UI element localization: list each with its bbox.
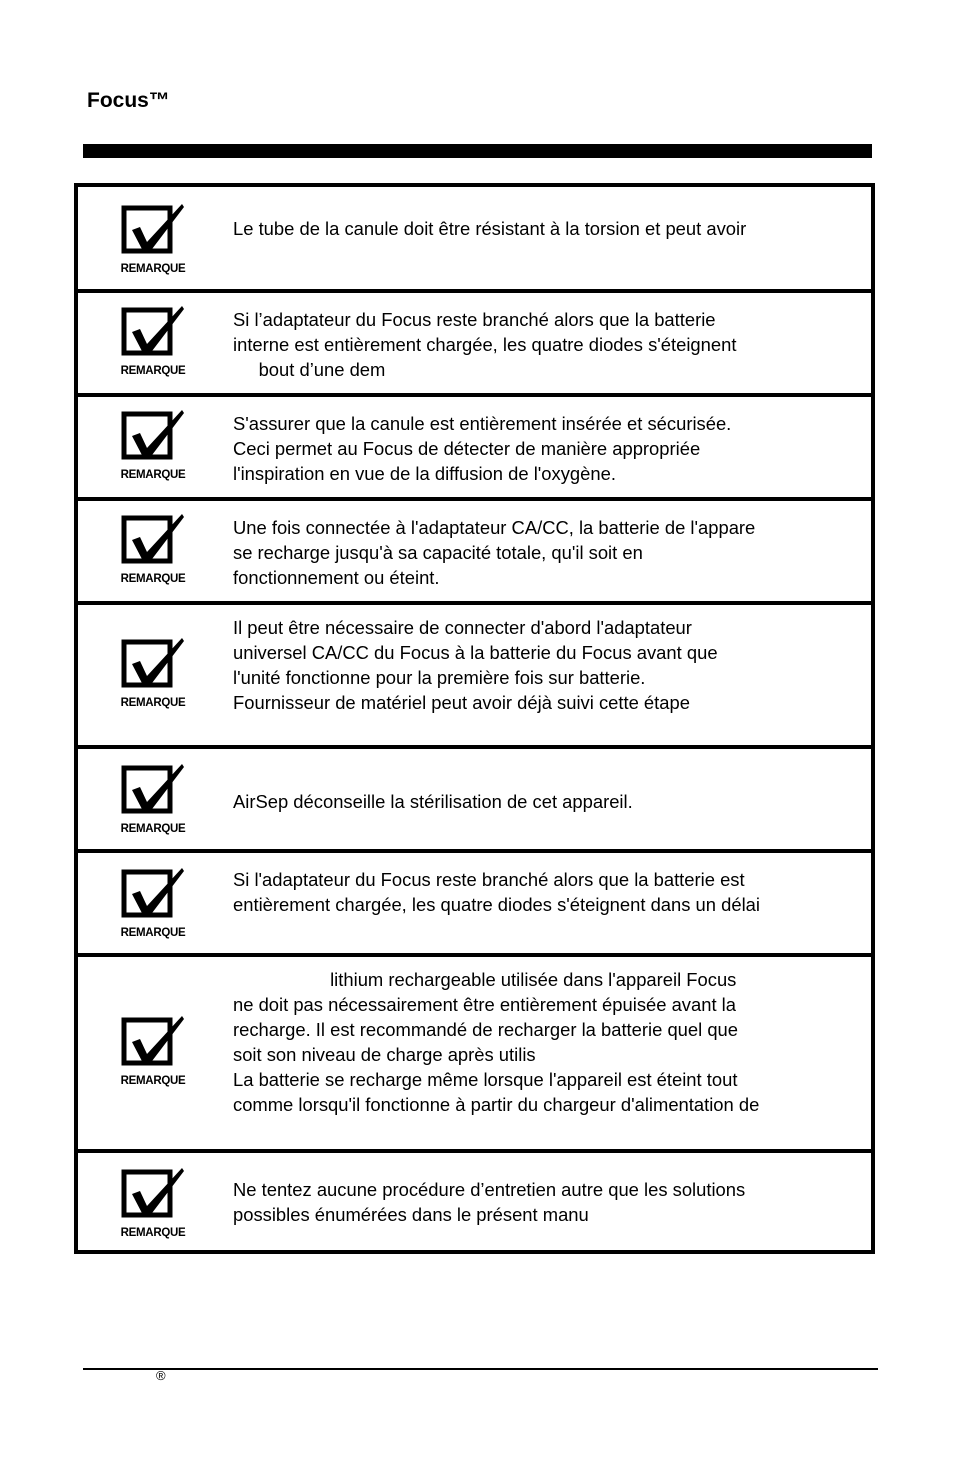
note-text: Il peut être nécessaire de connecter d'abord l'adaptateur universel CA/CC du Focus à la batterie du Focus avant que l'unité fonctionne pour la première fois sur batterie. Fournisseur de matériel peut avoir déjà suivi cette étape xyxy=(233,617,718,713)
note-text: Le tube de la canule doit être résistant à la torsion et peut avoir xyxy=(233,218,747,239)
note-icon xyxy=(116,511,190,587)
note-label: REMARQUE xyxy=(120,263,186,275)
note-text: S'assurer que la canule est entièrement insérée et sécurisée. Ceci permet au Focus de détecter de manière appropriée l'inspiration en vue de la diffusion de l'oxygène. xyxy=(233,413,732,484)
note-text: Ne tentez aucune procédure d’entretien autre que les solutions possibles énumérées dans le présent manu xyxy=(233,1179,746,1225)
registered-mark: ® xyxy=(156,1368,166,1383)
note-label: REMARQUE xyxy=(120,823,186,835)
note-row xyxy=(78,953,871,1149)
header-rule xyxy=(83,144,872,158)
note-text: Une fois connectée à l'adaptateur CA/CC, la batterie de l'appare se recharge jusqu'à sa capacité totale, qu'il soit en fonctionnement ou éteint. xyxy=(233,517,756,588)
checkmark-icon xyxy=(116,761,190,825)
note-label: REMARQUE xyxy=(120,573,186,585)
note-icon xyxy=(116,1165,190,1241)
note-row xyxy=(78,849,871,953)
note-row xyxy=(78,289,871,393)
note-row xyxy=(78,393,871,497)
note-icon xyxy=(116,865,190,941)
checkmark-icon xyxy=(116,1165,190,1229)
note-row xyxy=(78,601,871,745)
note-text: Si l'adaptateur du Focus reste branché alors que la batterie est entièrement chargée, les quatre diodes s'éteignent dans un délai xyxy=(233,869,760,915)
checkmark-icon xyxy=(116,865,190,929)
note-label: REMARQUE xyxy=(120,1227,186,1239)
footer-rule xyxy=(83,1368,878,1370)
checkmark-icon xyxy=(116,1013,190,1077)
note-text: Si l’adaptateur du Focus reste branché alors que la batterie interne est entièrement chargée, les quatre diodes s'éteignent bout d’une dem xyxy=(233,309,737,380)
note-row xyxy=(78,1149,871,1250)
note-icon xyxy=(116,761,190,837)
document-title: Focus™ xyxy=(87,89,170,112)
checkmark-icon xyxy=(116,635,190,699)
note-icon xyxy=(116,201,190,277)
note-row xyxy=(78,497,871,601)
note-label: REMARQUE xyxy=(120,365,186,377)
note-text: lithium rechargeable utilisée dans l'appareil Focus ne doit pas nécessairement être entièrement épuisée avant la recharge. Il est recommandé de recharger la batterie quel que soit son niveau de charge après utilis La batterie se recharge même lorsque l'appareil est éteint tout comme lorsqu'il fonctionne à partir du chargeur d'alimentation de xyxy=(233,969,760,1115)
checkmark-icon xyxy=(116,511,190,575)
note-label: REMARQUE xyxy=(120,1075,186,1087)
note-row xyxy=(78,187,871,289)
checkmark-icon xyxy=(116,201,190,265)
note-icon xyxy=(116,635,190,711)
note-icon xyxy=(116,1013,190,1089)
note-text: AirSep déconseille la stérilisation de cet appareil. xyxy=(233,791,633,812)
note-label: REMARQUE xyxy=(120,469,186,481)
checkmark-icon xyxy=(116,303,190,367)
note-icon xyxy=(116,303,190,379)
notes-table xyxy=(74,183,875,1254)
note-label: REMARQUE xyxy=(120,697,186,709)
note-row xyxy=(78,745,871,849)
note-label: REMARQUE xyxy=(120,927,186,939)
note-icon xyxy=(116,407,190,483)
checkmark-icon xyxy=(116,407,190,471)
